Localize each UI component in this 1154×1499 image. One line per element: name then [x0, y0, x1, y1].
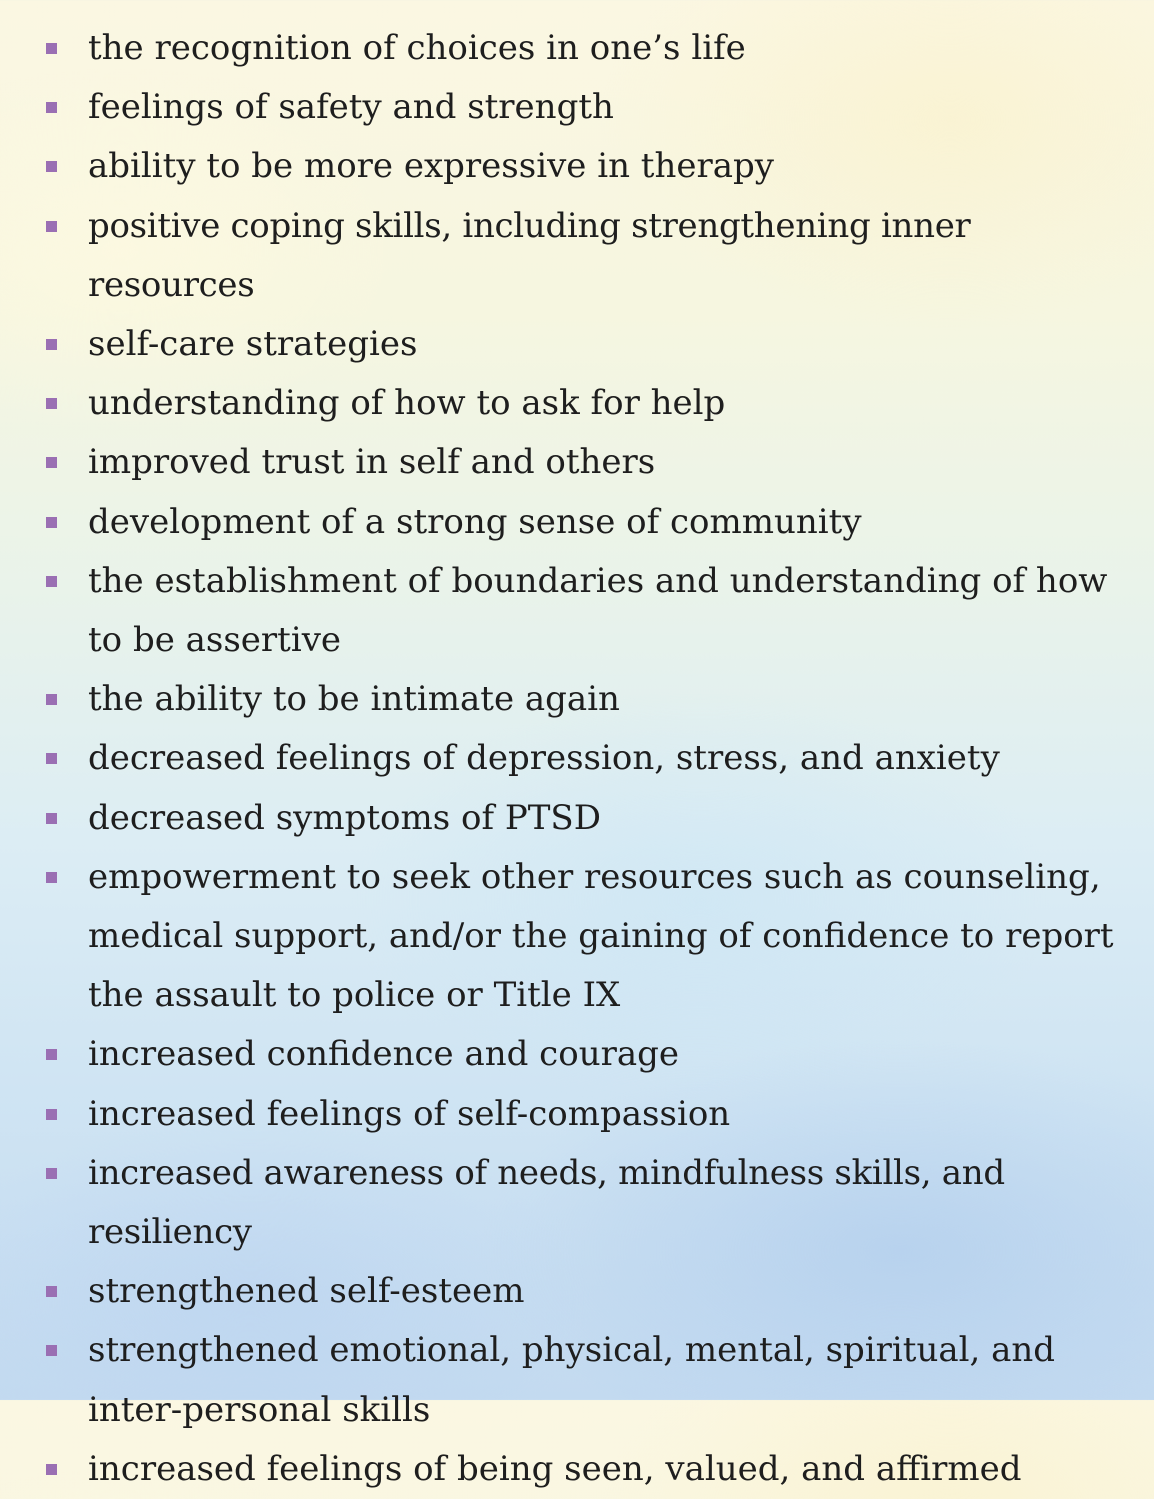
- list-item: [0, 789, 1154, 848]
- list-item: [0, 1144, 1154, 1262]
- list-item: [0, 374, 1154, 433]
- square-bullet-icon: [46, 1464, 57, 1475]
- square-bullet-icon: [46, 753, 57, 764]
- list-item: [0, 670, 1154, 729]
- list-item-text: increased feelings of self-compassion: [88, 1093, 731, 1134]
- list-item-text: increased feelings of being seen, valued, and affirmed: [88, 1448, 1022, 1489]
- list-item: [0, 78, 1154, 137]
- list-item-text: the ability to be intimate again: [88, 679, 620, 720]
- square-bullet-icon: [46, 221, 57, 232]
- square-bullet-icon: [46, 813, 57, 824]
- list-item: [0, 1262, 1154, 1321]
- list-item: [0, 493, 1154, 552]
- list-item-text: empowerment to seek other resources such as counseling, medical support, and/or the gaining of confidence to report the assault to police or Title IX: [88, 856, 1114, 1016]
- square-bullet-icon: [46, 43, 57, 54]
- square-bullet-icon: [46, 576, 57, 587]
- square-bullet-icon: [46, 102, 57, 113]
- list-item-text: decreased feelings of depression, stress, and anxiety: [88, 738, 1000, 779]
- list-item-text: decreased symptoms of PTSD: [88, 797, 601, 838]
- list-item: [0, 1025, 1154, 1084]
- list-item-text: understanding of how to ask for help: [88, 383, 726, 424]
- benefits-list: [0, 19, 1154, 1499]
- list-item-text: the recognition of choices in one’s life: [88, 28, 746, 68]
- list-item: [0, 315, 1154, 374]
- square-bullet-icon: [46, 694, 57, 705]
- square-bullet-icon: [46, 872, 57, 883]
- list-item-text: ability to be more expressive in therapy: [88, 146, 774, 187]
- list-item-text: strengthened emotional, physical, mental, spiritual, and inter-personal skills: [88, 1330, 1056, 1430]
- list-item: [0, 19, 1154, 78]
- list-item-text: feelings of safety and strength: [88, 87, 614, 128]
- list-item: [0, 729, 1154, 788]
- square-bullet-icon: [46, 457, 57, 468]
- square-bullet-icon: [46, 339, 57, 350]
- square-bullet-icon: [46, 161, 57, 172]
- square-bullet-icon: [46, 398, 57, 409]
- list-item: [0, 848, 1154, 1026]
- list-item: [0, 433, 1154, 492]
- square-bullet-icon: [46, 1049, 57, 1060]
- square-bullet-icon: [46, 1286, 57, 1297]
- list-item-text: increased awareness of needs, mindfulness skills, and resiliency: [88, 1152, 1005, 1253]
- list-item-text: self-care strategies: [88, 324, 418, 365]
- list-item-text: development of a strong sense of community: [88, 501, 862, 542]
- list-item-text: the establishment of boundaries and understanding of how to be assertive: [88, 560, 1108, 661]
- square-bullet-icon: [46, 1345, 57, 1356]
- square-bullet-icon: [46, 1168, 57, 1179]
- list-item: [0, 1085, 1154, 1144]
- list-item: [0, 1321, 1154, 1439]
- list-item: [0, 137, 1154, 196]
- list-item-text: increased confidence and courage: [88, 1034, 679, 1075]
- square-bullet-icon: [46, 517, 57, 528]
- list-item-text: strengthened self-esteem: [88, 1271, 525, 1312]
- list-item-text: positive coping skills, including strengthening inner resources: [88, 205, 971, 305]
- list-item: [0, 197, 1154, 315]
- list-item-text: improved trust in self and others: [88, 442, 656, 483]
- list-item: [0, 552, 1154, 670]
- list-item: [0, 1440, 1154, 1499]
- square-bullet-icon: [46, 1109, 57, 1120]
